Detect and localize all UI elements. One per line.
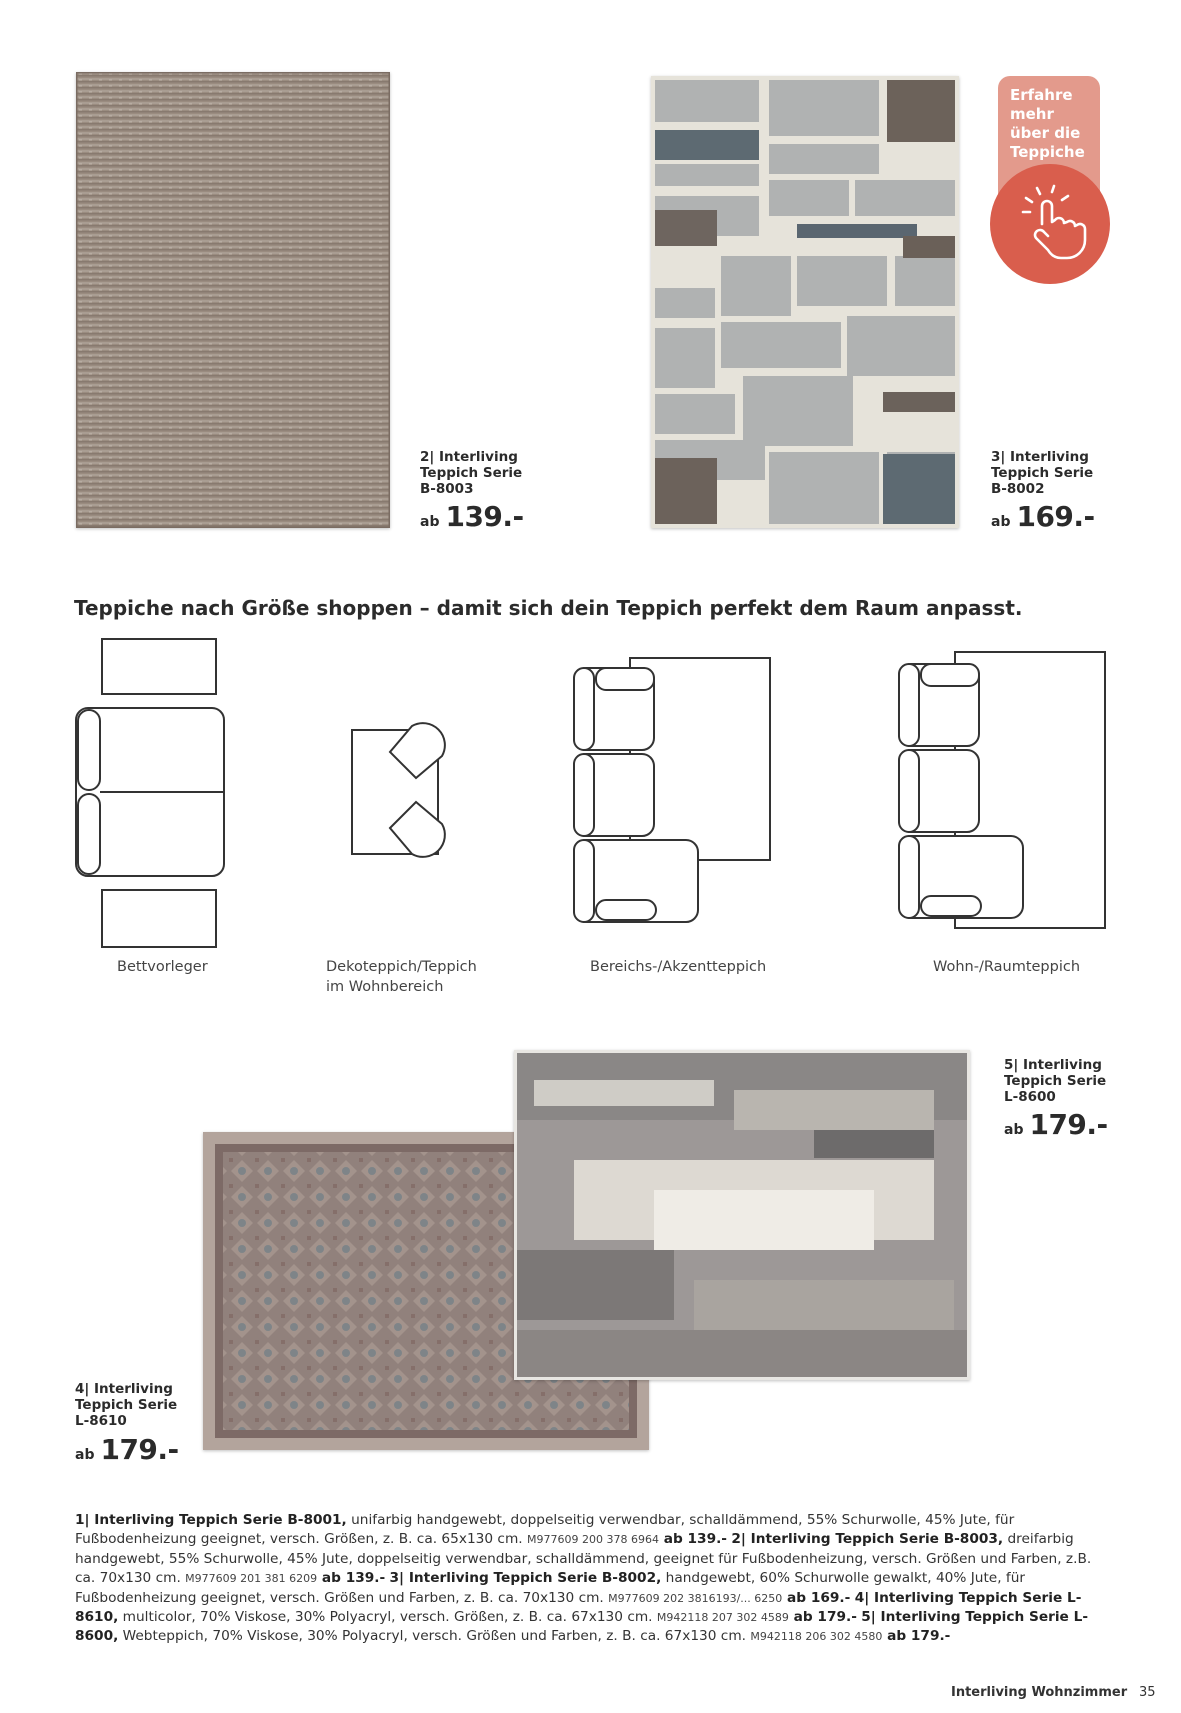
rug-image-l8600: [514, 1050, 970, 1380]
room-diagram-dekoteppich: [350, 720, 450, 860]
product-price: ab 169.-: [991, 500, 1095, 533]
product-label: 3| Interliving Teppich Serie B-8002: [991, 449, 1094, 497]
badge-circle[interactable]: [990, 164, 1110, 284]
footer-section-title: Interliving Wohnzimmer: [951, 1685, 1128, 1700]
product-price: ab 179.-: [75, 1433, 179, 1466]
hand-tap-icon: [990, 164, 1110, 284]
room-diagram-raumteppich: [897, 650, 1107, 930]
product-price: ab 179.-: [1004, 1108, 1108, 1141]
badge-text[interactable]: Erfahre mehr über die Teppiche: [1010, 86, 1085, 161]
diagram-caption: Dekoteppich/Teppich im Wohnbereich: [326, 959, 477, 995]
product-descriptions: 1| Interliving Teppich Serie B-8001, unifarbig handgewebt, doppelseitig verwendbar, schalldämmend, 55% Schurwolle, 45% Jute, für Fußbodenheizung geeignet, versch. Größen, z. B. ca. 65x130 cm. M977609 200 378 6964 ab 139.- 2| Interliving Teppich Serie B-8003, dreifarbig handgewebt, 55% Schurwolle, 45% Jute, doppelseitig verwendbar, schalldämmend, geeignet für Fußbodenheizung, versch. Größen und Farben, z.B. ca. 70x130 cm. M977609 201 381 6209 ab 139.- 3| Interliving Teppich Serie B-8002, handgewebt, 60% Schurwolle gewalkt, 40% Jute, für Fußbodenheizung geeignet, versch. Größen und Farben, z. B. ca. 70x130 cm. M977609 202 3816193/... 6250 ab 169.- 4| Interliving Teppich Serie L-8610, multicolor, 70% Viskose, 30% Polyacryl, versch. Größen, z. B. ca. 67x130 cm. M942118 207 302 4589 ab 179.- 5| Interliving Teppich Serie L-8600, Webteppich, 70% Viskose, 30% Polyacryl, versch. Größen und Farben, z. B. ca. 67x130 cm. M942118 206 302 4580 ab 179.-: [75, 1512, 1092, 1645]
diagram-caption: Bereichs-/Akzentteppich: [590, 959, 767, 975]
rug-image-b8002: [651, 76, 959, 528]
page-number: 35: [1139, 1685, 1156, 1700]
section-headline: Teppiche nach Größe shoppen – damit sich dein Teppich perfekt dem Raum anpasst.: [74, 596, 1023, 620]
product-label: 4| Interliving Teppich Serie L-8610: [75, 1381, 178, 1429]
diagram-caption: Wohn-/Raumteppich: [933, 959, 1081, 975]
product-label: 2| Interliving Teppich Serie B-8003: [420, 449, 523, 497]
diagram-caption: Bettvorleger: [117, 959, 208, 975]
product-label: 5| Interliving Teppich Serie L-8600: [1004, 1057, 1107, 1105]
rug-image-b8003: [76, 72, 390, 528]
room-diagram-bettvorleger: [74, 638, 234, 950]
room-diagram-akzentteppich: [572, 656, 772, 924]
product-price: ab 139.-: [420, 500, 524, 533]
